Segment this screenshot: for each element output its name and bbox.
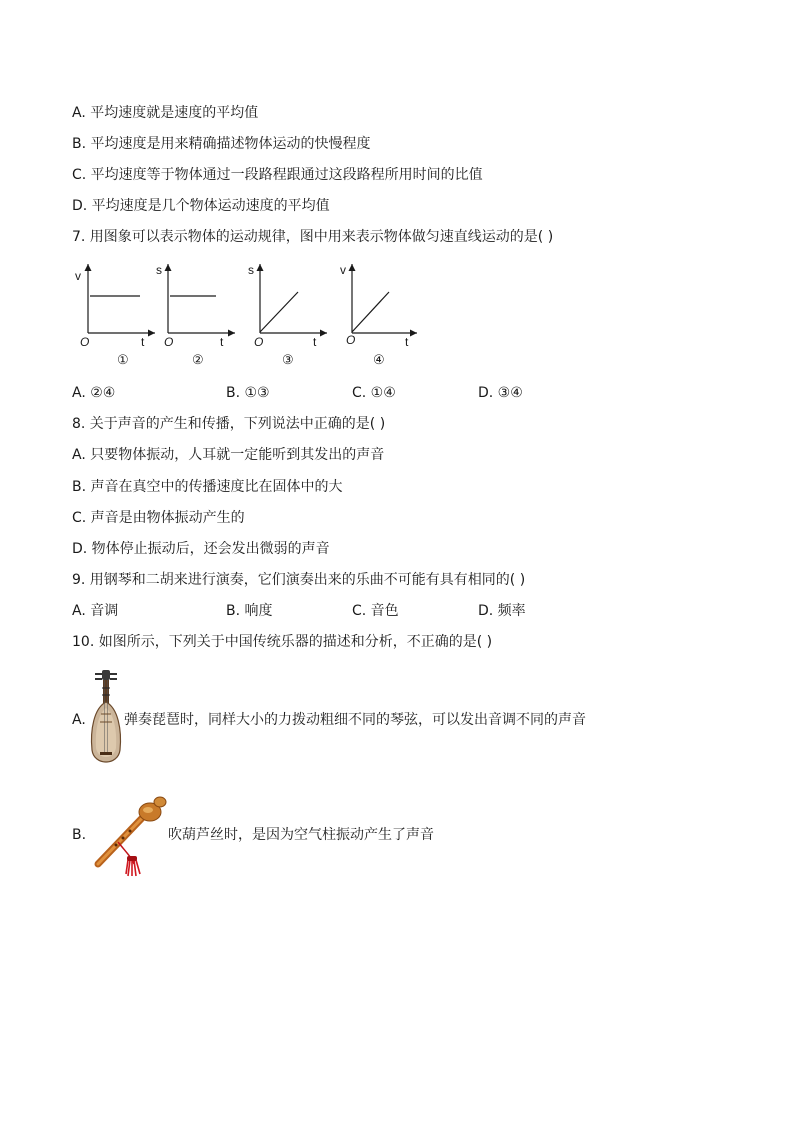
graph-2-number: ② <box>192 352 204 367</box>
graph-4-x-label: t <box>405 335 409 349</box>
pipa-icon <box>86 668 126 774</box>
graph-2-y-label: s <box>156 263 162 277</box>
q10-option-b-letter: B. <box>72 827 87 843</box>
q10-option-a-letter: A. <box>72 712 86 728</box>
q9-option-d: D. 频率 <box>478 603 526 619</box>
q9-option-b: B. 响度 <box>226 603 273 619</box>
q10-option-b-text: 吹葫芦丝时，是因为空气柱振动产生了声音 <box>168 827 434 843</box>
graph-3-y-label: s <box>248 263 254 277</box>
graph-2-origin: O <box>164 335 174 349</box>
q6-option-d: D. 平均速度是几个物体运动速度的平均值 <box>72 198 330 214</box>
graph-4-y-label: v <box>340 263 346 277</box>
graph-2 <box>156 263 235 367</box>
graph-4 <box>340 263 417 367</box>
q8-option-d: D. 物体停止振动后，还会发出微弱的声音 <box>72 541 330 557</box>
q7-option-a: A. ②④ <box>72 385 116 401</box>
graph-1-origin: O <box>80 335 90 349</box>
graph-4-origin: O <box>346 333 356 347</box>
q7-option-d: D. ③④ <box>478 385 523 401</box>
q8-option-a: A. 只要物体振动，人耳就一定能听到其发出的声音 <box>72 447 385 463</box>
q8-option-b: B. 声音在真空中的传播速度比在固体中的大 <box>72 479 343 495</box>
q6-option-b: B. 平均速度是用来精确描述物体运动的快慢程度 <box>72 136 371 152</box>
graph-1-x-label: t <box>141 335 145 349</box>
q10-stem: 10. 如图所示，下列关于中国传统乐器的描述和分析，不正确的是( ) <box>72 634 493 650</box>
graph-1-y-label: v <box>75 269 81 283</box>
graph-3-number: ③ <box>282 352 294 367</box>
graph-3-x-label: t <box>313 335 317 349</box>
graph-1-number: ① <box>117 352 129 367</box>
q6-option-a: A. 平均速度就是速度的平均值 <box>72 105 259 121</box>
graph-2-x-label: t <box>220 335 224 349</box>
graph-4-number: ④ <box>373 352 385 367</box>
hulusi-icon <box>88 792 170 878</box>
q9-option-a: A. 音调 <box>72 603 119 619</box>
q8-option-c: C. 声音是由物体振动产生的 <box>72 510 245 526</box>
q10-option-a-text: 弹奏琵琶时，同样大小的力拨动粗细不同的琴弦，可以发出音调不同的声音 <box>124 712 586 728</box>
q7-option-c: C. ①④ <box>352 385 396 401</box>
q7-stem: 7. 用图象可以表示物体的运动规律，图中用来表示物体做匀速直线运动的是( ) <box>72 229 554 245</box>
q7-option-b: B. ①③ <box>226 385 270 401</box>
graph-3-origin: O <box>254 335 264 349</box>
graph-1 <box>75 264 155 367</box>
q9-stem: 9. 用钢琴和二胡来进行演奏，它们演奏出来的乐曲不可能有具有相同的( ) <box>72 572 526 588</box>
graph-3 <box>248 263 327 367</box>
q8-stem: 8. 关于声音的产生和传播，下列说法中正确的是( ) <box>72 416 386 432</box>
q9-option-c: C. 音色 <box>352 603 399 619</box>
q6-option-c: C. 平均速度等于物体通过一段路程跟通过这段路程所用时间的比值 <box>72 167 483 183</box>
q7-motion-graphs <box>60 258 440 373</box>
